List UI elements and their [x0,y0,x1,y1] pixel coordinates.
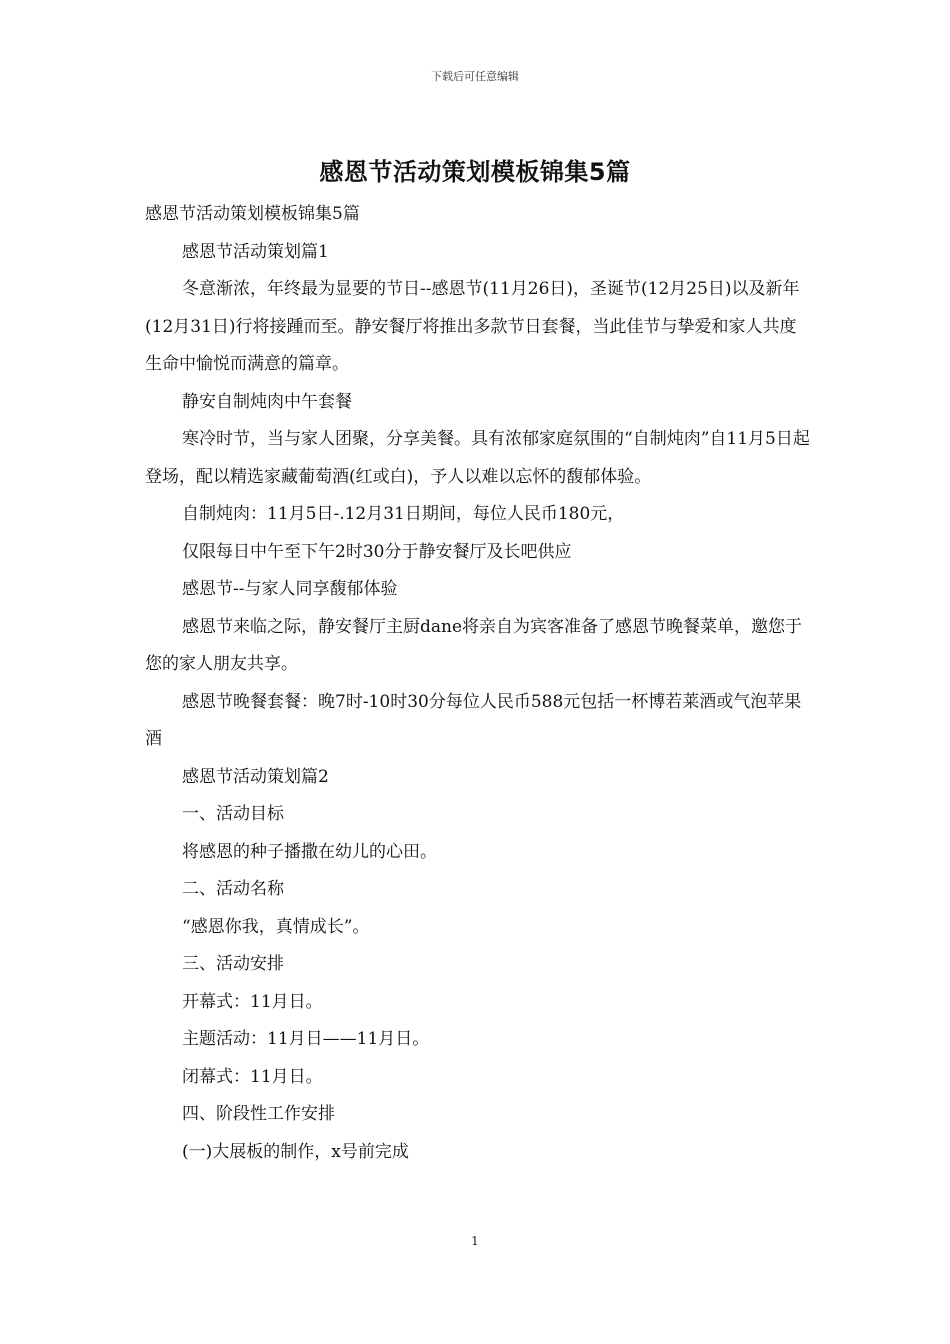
list-heading-goal: 一、活动目标 [182,804,284,824]
paragraph-goal: 将感恩的种子播撒在幼儿的心田。 [182,841,437,862]
subheading-stew-lunch: 静安自制炖肉中午套餐 [182,391,352,412]
page-number: 1 [471,1234,479,1248]
paragraph-stew-price: 自制炖肉：11月5日-.12月31日期间，每位人民币180元， [182,504,625,524]
paragraph-stew-hours: 仅限每日中午至下午2时30分于静安餐厅及长吧供应 [182,541,572,562]
section-heading-1: 感恩节活动策划篇1 [182,241,329,262]
paragraph-opening: 开幕式：11月日。 [182,991,323,1012]
section-heading-2: 感恩节活动策划篇2 [182,766,329,787]
list-heading-phases: 四、阶段性工作安排 [182,1104,335,1124]
paragraph-dinner-set: 感恩节晚餐套餐：晚7时-10时30分每位人民币588元包括一杯博若莱酒或气泡苹果酒 [145,691,802,749]
page-header-note: 下载后可任意编辑 [431,70,519,83]
subtitle-line: 感恩节活动策划模板锦集5篇 [145,204,360,224]
paragraph-name: “感恩你我，真情成长”。 [182,916,370,937]
paragraph-chef-menu: 感恩节来临之际，静安餐厅主厨dane将亲自为宾客准备了感恩节晚餐菜单，邀您于您的家人朋友共享。 [145,616,803,674]
list-heading-name: 二、活动名称 [182,879,284,899]
paragraph-intro: 冬意渐浓，年终最为显要的节日--感恩节(11月26日)，圣诞节(12月25日)以及新年(12月31日)行将接踵而至。静安餐厅将推出多款节日套餐，当此佳节与挚爱和家人共度生命中愉悦而满意的篇章。 [145,279,800,374]
subheading-thanksgiving-family: 感恩节--与家人同享馥郁体验 [182,579,398,599]
list-heading-schedule: 三、活动安排 [182,954,284,974]
document-title: 感恩节活动策划模板锦集5篇 [319,158,631,186]
document-body [145,196,810,1171]
paragraph-theme-activity: 主题活动：11月日——11月日。 [182,1029,430,1049]
paragraph-closing: 闭幕式：11月日。 [182,1066,323,1087]
paragraph-board-production: (一)大展板的制作，x号前完成 [182,1141,409,1162]
paragraph-stew: 寒冷时节，当与家人团聚，分享美餐。具有浓郁家庭氛围的“自制炖肉”自11月5日起登场，配以精选家藏葡萄酒(红或白)，予人以难以忘怀的馥郁体验。 [145,429,810,487]
